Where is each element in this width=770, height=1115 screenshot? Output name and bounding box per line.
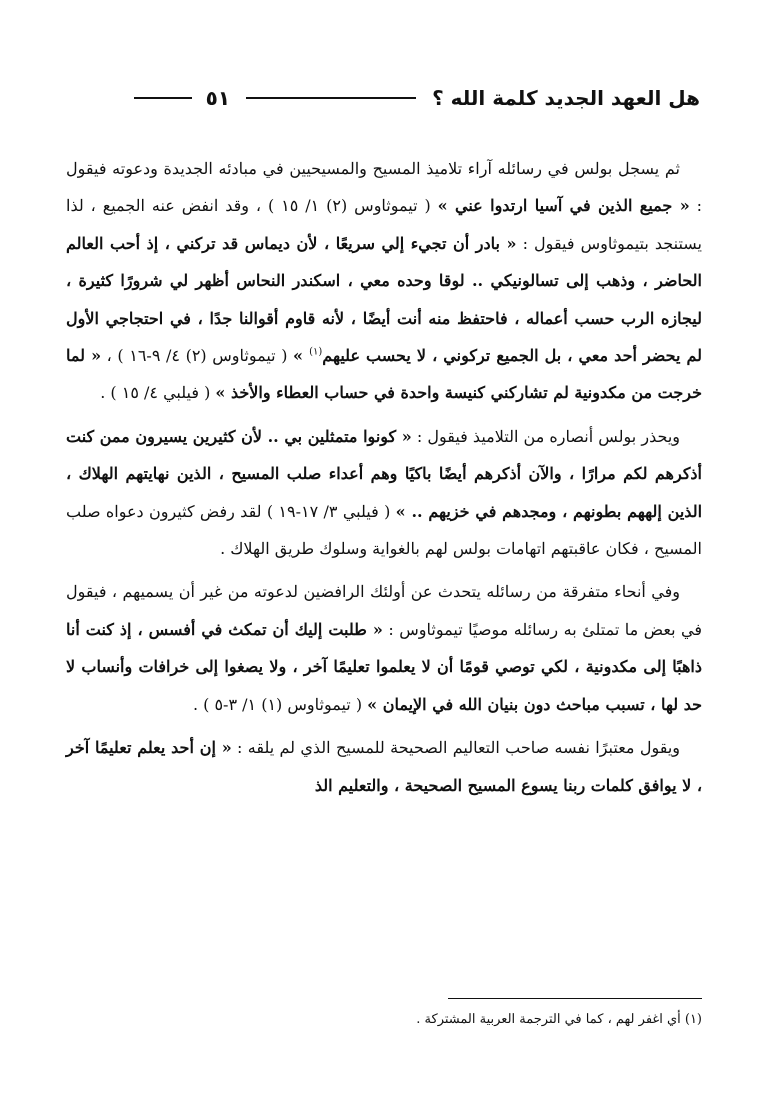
text-segment: ( فيلبي ٤/ ١٥ ) . xyxy=(100,383,216,403)
paragraph xyxy=(66,418,702,568)
text-segment: ثم يسجل بولس في رسائله آراء تلاميذ المسيح والمسيحيين في مبادئه الجديدة ودعوته فيقول : xyxy=(66,159,703,216)
quotation: « كونوا متمثلين بي .. لأن كثيرين يسيرون ممن كنت أذكرهم لكم مرارًا ، والآن أذكرهم أيضًا باكيًا وهم أعداء صلب المسيح ، الذين نهايتهم الهلاك ، الذين إلههم بطونهم ، ومجدهم في خزيهم .. » xyxy=(66,426,703,521)
text-segment: ويقول معتبرًا نفسه صاحب التعاليم الصحيحة للمسيح الذي لم يلقه : xyxy=(231,738,680,758)
quotation: « إن أحد يعلم تعليمًا آخر ، لا يوافق كلمات ربنا يسوع المسيح الصحيحة ، والتعليم الذ xyxy=(66,738,702,795)
header-rule-short xyxy=(134,97,192,99)
header-rule xyxy=(246,97,416,99)
text-segment: ( تيموثاوس (٢) ٤/ ٩-١٦ ) ، xyxy=(101,346,294,366)
text-segment: ( تيموثاوس (٢) ١/ ١٥ ) ، وقد انفض عنه الجميع ، لذا يستنجد بتيموثاوس فيقول : xyxy=(66,196,703,253)
body-text xyxy=(66,150,702,810)
footnote-marker: (١) xyxy=(309,346,323,358)
footnote-rule xyxy=(448,998,702,999)
page-number: ٥١ xyxy=(205,86,231,110)
text-segment: ويحذر بولس أنصاره من التلاميذ فيقول : xyxy=(411,426,681,446)
quotation: « بادر أن تجيء إلي سريعًا ، لأن ديماس قد تركني ، إذ أحب العالم الحاضر ، وذهب إلى تسالونيكي .. لوقا وحده معي ، اسكندر النحاس أظهر لي شرورًا كثيرة ، ليجازه الرب حسب أعماله ، فاحتفظ منه أنت أيضًا ، لأنه قاوم أقوالنا جدًا ، في احتجاجي الأول لم يحضر أحد معي ، بل الجميع تركوني ، لا يحسب عليهم xyxy=(66,233,703,366)
text-segment: ( فيلبي ٣/ ١٧-١٩ ) لقد رفض كثيرون دعواه صلب المسيح ، فكان عاقبتهم اتهامات بولس لهم بالغواية وسلوك طريق الهلاك . xyxy=(66,501,702,559)
paragraph xyxy=(66,573,702,723)
paragraph xyxy=(66,150,702,412)
quotation: » xyxy=(293,346,310,366)
text-segment: وفي أنحاء متفرقة من رسائله يتحدث عن أولئك الرافضين لدعوته من غير أن يسميهم ، فيقول في بعض ما تمتلئ به رسائله موصيًا تيموثاوس : xyxy=(66,582,703,639)
footnote: (١) أي اغفر لهم ، كما في الترجمة العربية المشتركة . xyxy=(416,1012,702,1027)
text-segment: ( تيموثاوس (١) ١/ ٣-٥ ) . xyxy=(192,694,368,714)
running-header xyxy=(72,78,700,118)
quotation: « طلبت إليك أن تمكث في أفسس ، إذ كنت أنا ذاهبًا إلى مكدونية ، لكي توصي قومًا أن لا يعلموا تعليمًا آخر ، ولا يصغوا إلى خرافات وأنساب لا حد لها ، تسبب مباحث دون بنيان الله في الإيمان » xyxy=(66,619,702,714)
header-title: هل العهد الجديد كلمة الله ؟ xyxy=(432,86,700,110)
quotation: « جميع الذين في آسيا ارتدوا عني » xyxy=(437,196,690,216)
quotation: « لما خرجت من مكدونية لم تشاركني كنيسة واحدة في حساب العطاء والأخذ » xyxy=(66,346,702,403)
paragraph xyxy=(66,729,702,804)
